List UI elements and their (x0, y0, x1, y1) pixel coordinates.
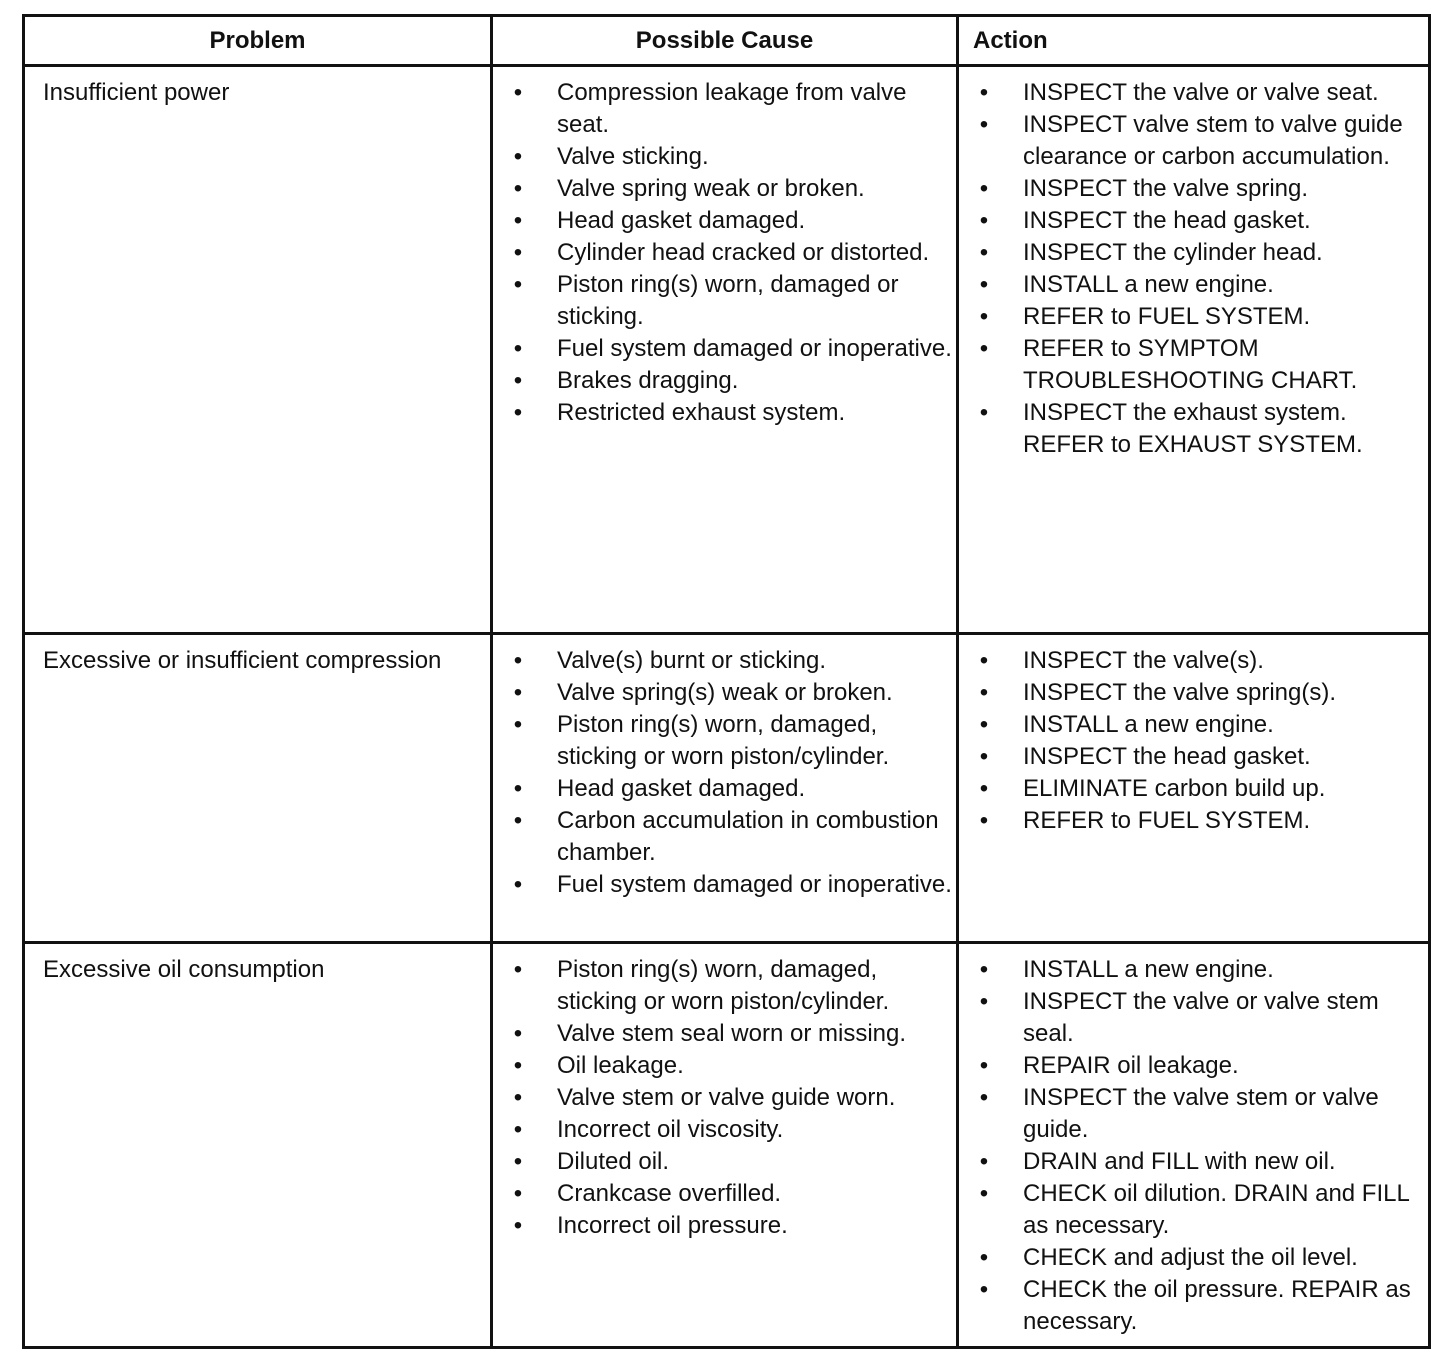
list-item-text: Carbon accumulation in combustion chamber. (557, 807, 939, 866)
problem-cell: Insufficient power (24, 66, 492, 634)
troubleshooting-table (22, 14, 1431, 1349)
action-list (963, 77, 1424, 461)
list-item (497, 1210, 952, 1242)
bullet-icon: • (979, 271, 989, 298)
list-item (963, 741, 1424, 773)
bullet-icon: • (513, 871, 523, 898)
bullet-icon: • (979, 335, 989, 362)
bullet-icon: • (979, 1180, 989, 1207)
list-item (497, 397, 952, 429)
table-row (24, 634, 1430, 943)
list-item (497, 773, 952, 805)
cause-cell (492, 634, 958, 943)
list-item (963, 301, 1424, 333)
list-item-text: INSPECT the valve(s). (1023, 647, 1264, 674)
list-item (963, 109, 1424, 173)
list-item-text: Fuel system damaged or inoperative. (557, 871, 952, 898)
bullet-icon: • (513, 1020, 523, 1047)
action-cell (958, 943, 1430, 1348)
bullet-icon: • (513, 1212, 523, 1239)
list-item-text: INSPECT the cylinder head. (1023, 239, 1323, 266)
bullet-icon: • (513, 1116, 523, 1143)
list-item-text: Cylinder head cracked or distorted. (557, 239, 930, 266)
problem-cell: Excessive or insufficient compression (24, 634, 492, 943)
list-item (963, 805, 1424, 837)
list-item (497, 1114, 952, 1146)
list-item-text: INSPECT the valve spring(s). (1023, 679, 1336, 706)
list-item (497, 333, 952, 365)
bullet-icon: • (979, 111, 989, 138)
cause-list (497, 645, 952, 901)
list-item (963, 773, 1424, 805)
list-item (497, 954, 952, 1018)
bullet-icon: • (513, 647, 523, 674)
list-item-text: INSTALL a new engine. (1023, 711, 1274, 738)
list-item-text: Piston ring(s) worn, damaged, sticking or worn piston/cylinder. (557, 711, 890, 770)
action-list (963, 645, 1424, 837)
bullet-icon: • (979, 175, 989, 202)
list-item-text: Valve stem seal worn or missing. (557, 1020, 907, 1047)
list-item-text: CHECK and adjust the oil level. (1023, 1244, 1358, 1271)
list-item-text: CHECK oil dilution. DRAIN and FILL as necessary. (1023, 1180, 1409, 1239)
list-item (963, 677, 1424, 709)
list-item-text: INSTALL a new engine. (1023, 956, 1274, 983)
bullet-icon: • (513, 335, 523, 362)
list-item (963, 77, 1424, 109)
list-item (497, 173, 952, 205)
list-item-text: INSPECT the valve or valve stem seal. (1023, 988, 1379, 1047)
list-item-text: Valve(s) burnt or sticking. (557, 647, 826, 674)
list-item-text: ELIMINATE carbon build up. (1023, 775, 1326, 802)
list-item (497, 141, 952, 173)
list-item (497, 1082, 952, 1114)
list-item-text: Diluted oil. (557, 1148, 670, 1175)
header-possible-cause: Possible Cause (492, 16, 958, 66)
list-item (963, 397, 1424, 461)
bullet-icon: • (979, 303, 989, 330)
bullet-icon: • (513, 207, 523, 234)
list-item-text: Incorrect oil pressure. (557, 1212, 788, 1239)
list-item-text: Piston ring(s) worn, damaged or sticking. (557, 271, 899, 330)
list-item (963, 986, 1424, 1050)
list-item (963, 1274, 1424, 1338)
list-item (497, 805, 952, 869)
list-item (497, 77, 952, 141)
list-item-text: Valve spring weak or broken. (557, 175, 865, 202)
bullet-icon: • (979, 239, 989, 266)
header-action: Action (958, 16, 1430, 66)
list-item (497, 1050, 952, 1082)
bullet-icon: • (979, 807, 989, 834)
cause-list (497, 77, 952, 429)
table-body (24, 66, 1430, 1348)
bullet-icon: • (513, 79, 523, 106)
list-item-text: Piston ring(s) worn, damaged, sticking or worn piston/cylinder. (557, 956, 890, 1015)
list-item (963, 1082, 1424, 1146)
list-item-text: REFER to FUEL SYSTEM. (1023, 807, 1311, 834)
list-item (963, 1146, 1424, 1178)
bullet-icon: • (979, 207, 989, 234)
list-item (963, 237, 1424, 269)
cause-cell (492, 943, 958, 1348)
bullet-icon: • (513, 399, 523, 426)
table-row (24, 66, 1430, 634)
list-item (963, 709, 1424, 741)
list-item (963, 269, 1424, 301)
list-item (497, 677, 952, 709)
list-item-text: Restricted exhaust system. (557, 399, 846, 426)
list-item-text: Oil leakage. (557, 1052, 684, 1079)
action-cell (958, 66, 1430, 634)
action-list (963, 954, 1424, 1338)
table-row (24, 943, 1430, 1348)
bullet-icon: • (513, 271, 523, 298)
list-item-text: Incorrect oil viscosity. (557, 1116, 784, 1143)
list-item (963, 1050, 1424, 1082)
bullet-icon: • (979, 711, 989, 738)
list-item (497, 205, 952, 237)
list-item-text: Head gasket damaged. (557, 207, 806, 234)
bullet-icon: • (513, 175, 523, 202)
bullet-icon: • (513, 807, 523, 834)
bullet-icon: • (979, 1084, 989, 1111)
table-header (24, 16, 1430, 66)
list-item-text: INSPECT valve stem to valve guide clearance or carbon accumulation. (1023, 111, 1403, 170)
list-item-text: INSTALL a new engine. (1023, 271, 1274, 298)
bullet-icon: • (513, 775, 523, 802)
problem-cell: Excessive oil consumption (24, 943, 492, 1348)
bullet-icon: • (513, 1052, 523, 1079)
bullet-icon: • (513, 679, 523, 706)
bullet-icon: • (513, 1180, 523, 1207)
bullet-icon: • (979, 1244, 989, 1271)
bullet-icon: • (513, 1148, 523, 1175)
bullet-icon: • (979, 679, 989, 706)
list-item-text: Fuel system damaged or inoperative. (557, 335, 952, 362)
list-item (497, 365, 952, 397)
header-row (24, 16, 1430, 66)
list-item-text: INSPECT the head gasket. (1023, 207, 1311, 234)
list-item-text: DRAIN and FILL with new oil. (1023, 1148, 1336, 1175)
list-item-text: INSPECT the exhaust system. REFER to EXHAUST SYSTEM. (1023, 399, 1363, 458)
list-item (963, 205, 1424, 237)
list-item-text: Valve stem or valve guide worn. (557, 1084, 896, 1111)
list-item (497, 709, 952, 773)
list-item-text: Crankcase overfilled. (557, 1180, 782, 1207)
bullet-icon: • (979, 988, 989, 1015)
list-item (963, 333, 1424, 397)
bullet-icon: • (979, 956, 989, 983)
list-item-text: REFER to FUEL SYSTEM. (1023, 303, 1311, 330)
list-item (963, 173, 1424, 205)
list-item (497, 237, 952, 269)
bullet-icon: • (979, 647, 989, 674)
list-item (963, 1242, 1424, 1274)
cause-cell (492, 66, 958, 634)
list-item-text: INSPECT the valve or valve seat. (1023, 79, 1379, 106)
cause-list (497, 954, 952, 1242)
list-item (963, 954, 1424, 986)
bullet-icon: • (513, 367, 523, 394)
action-cell (958, 634, 1430, 943)
bullet-icon: • (513, 239, 523, 266)
list-item (497, 645, 952, 677)
list-item-text: INSPECT the valve stem or valve guide. (1023, 1084, 1379, 1143)
list-item-text: CHECK the oil pressure. REPAIR as necessary. (1023, 1276, 1411, 1335)
bullet-icon: • (513, 143, 523, 170)
list-item-text: REFER to SYMPTOM TROUBLESHOOTING CHART. (1023, 335, 1358, 394)
list-item-text: Valve sticking. (557, 143, 709, 170)
list-item (497, 269, 952, 333)
bullet-icon: • (513, 956, 523, 983)
list-item (497, 1146, 952, 1178)
list-item (963, 645, 1424, 677)
bullet-icon: • (979, 775, 989, 802)
list-item (497, 1178, 952, 1210)
bullet-icon: • (513, 1084, 523, 1111)
list-item-text: INSPECT the valve spring. (1023, 175, 1309, 202)
header-problem: Problem (24, 16, 492, 66)
bullet-icon: • (979, 399, 989, 426)
bullet-icon: • (979, 1052, 989, 1079)
bullet-icon: • (979, 1148, 989, 1175)
bullet-icon: • (979, 79, 989, 106)
list-item-text: Valve spring(s) weak or broken. (557, 679, 893, 706)
bullet-icon: • (979, 1276, 989, 1303)
bullet-icon: • (513, 711, 523, 738)
list-item (497, 869, 952, 901)
list-item-text: INSPECT the head gasket. (1023, 743, 1311, 770)
bullet-icon: • (979, 743, 989, 770)
list-item-text: Head gasket damaged. (557, 775, 806, 802)
list-item-text: REPAIR oil leakage. (1023, 1052, 1239, 1079)
list-item-text: Compression leakage from valve seat. (557, 79, 907, 138)
list-item (963, 1178, 1424, 1242)
list-item-text: Brakes dragging. (557, 367, 739, 394)
list-item (497, 1018, 952, 1050)
